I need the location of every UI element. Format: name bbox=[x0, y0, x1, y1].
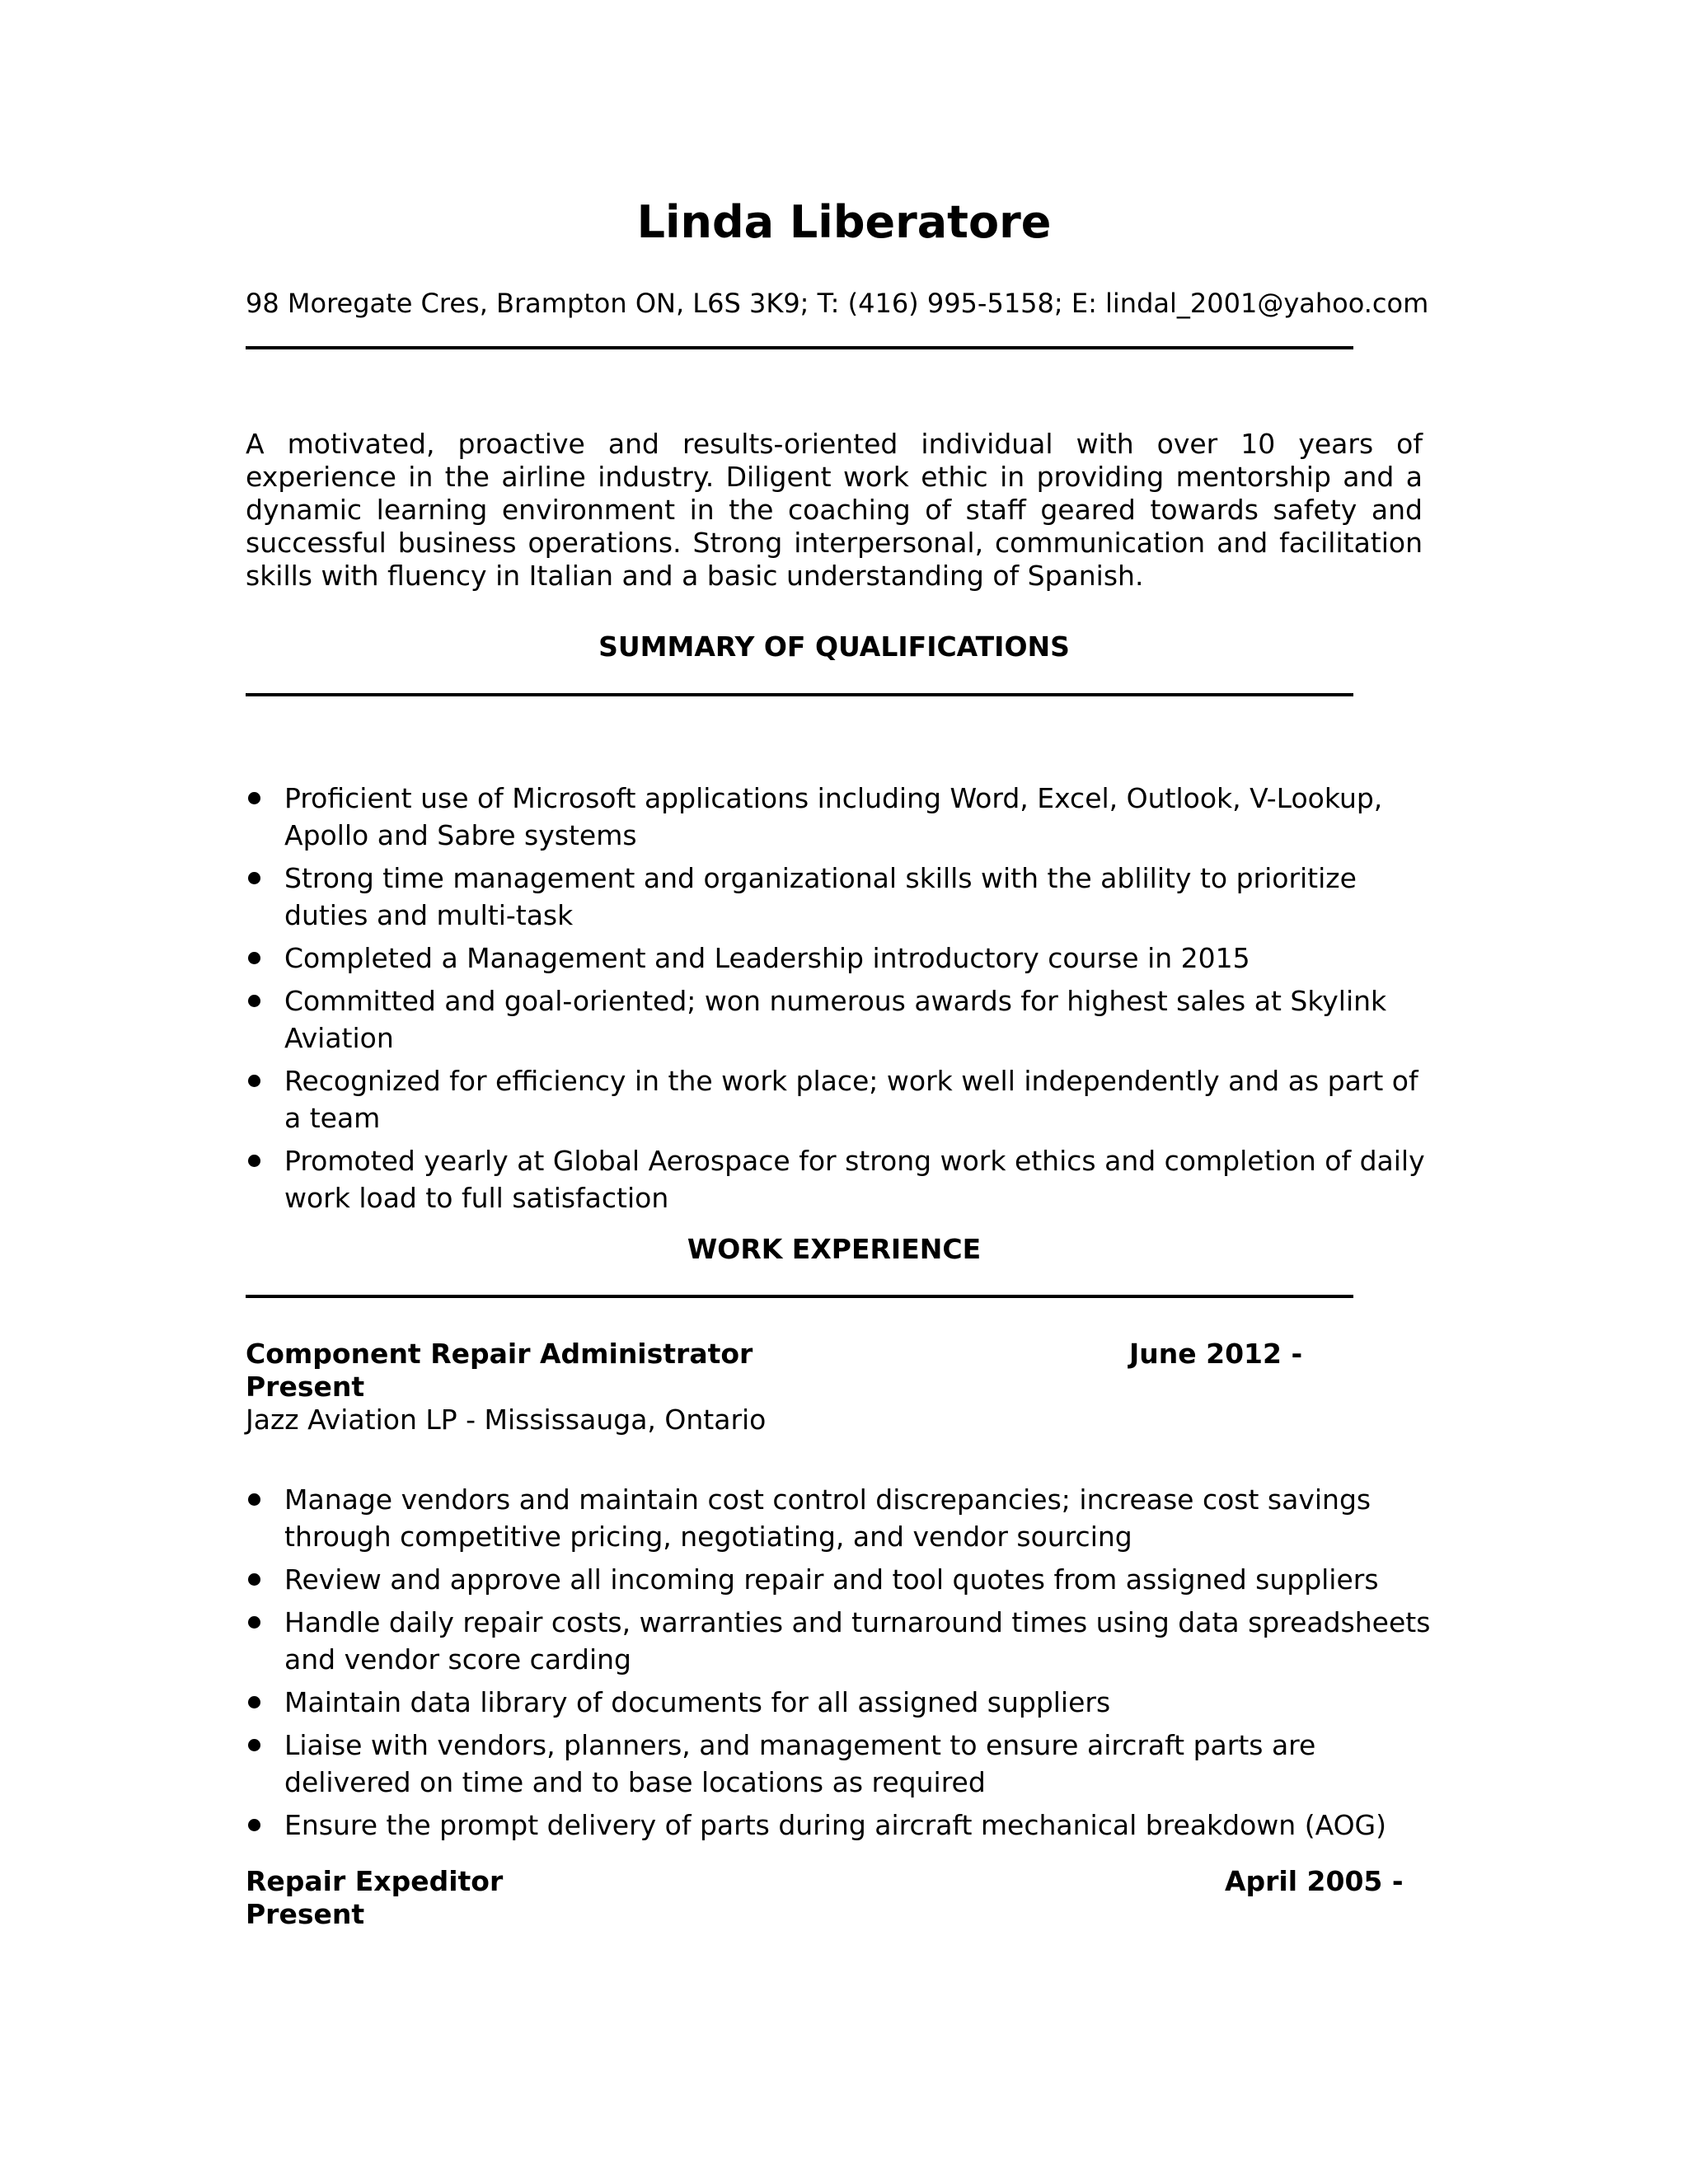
bullet-icon bbox=[248, 1155, 260, 1167]
qualification-text: Committed and goal-oriented; won numerous awards for highest sales at Skylink Aviation bbox=[284, 985, 1387, 1054]
job-date-end: Present bbox=[246, 1371, 365, 1403]
job-title: Repair Expeditor bbox=[246, 1865, 504, 1897]
profile-summary: A motivated, proactive and results-oriented individual with over 10 years of experience in the airline industry. Diligent work ethic in providing mentorship and a dynamic learning environment in the coaching of staff geared towards safety and successful business operations. Strong interpersonal, communication and facilitation skills with fluency in Italian and a basic understanding of Spanish. bbox=[246, 428, 1423, 592]
header-divider bbox=[246, 346, 1353, 349]
list-item bbox=[246, 1561, 1432, 1598]
bullet-icon bbox=[248, 872, 260, 884]
list-item bbox=[246, 860, 1432, 934]
job-title: Component Repair Administrator bbox=[246, 1338, 753, 1370]
qualification-text: Promoted yearly at Global Aerospace for strong work ethics and completion of daily work load to full satisfaction bbox=[284, 1145, 1425, 1214]
list-item bbox=[246, 1062, 1432, 1137]
list-item bbox=[246, 1727, 1432, 1801]
duty-text: Liaise with vendors, planners, and management to ensure aircraft parts are delivered on time and to base locations as required bbox=[284, 1729, 1316, 1798]
qualifications-list bbox=[246, 780, 1432, 1222]
list-item bbox=[246, 940, 1432, 977]
job-date-start: June 2012 - bbox=[1129, 1338, 1303, 1370]
bullet-icon bbox=[248, 995, 260, 1007]
bullet-icon bbox=[248, 1573, 260, 1586]
job-duties-list bbox=[246, 1481, 1432, 1849]
list-item bbox=[246, 1807, 1432, 1844]
list-item bbox=[246, 982, 1432, 1057]
bullet-icon bbox=[248, 1493, 260, 1506]
qualifications-divider bbox=[246, 693, 1353, 696]
contact-line: 98 Moregate Cres, Brampton ON, L6S 3K9; T: (416) 995-5158; E: lindal_2001@yahoo.com bbox=[246, 288, 1429, 319]
qualification-text: Recognized for efficiency in the work place; work well independently and as part of a team bbox=[284, 1065, 1418, 1134]
job-date-end: Present bbox=[246, 1898, 365, 1930]
candidate-name: Linda Liberatore bbox=[636, 196, 1052, 248]
qualification-text: Strong time management and organizational skills with the ablility to prioritize duties and multi-task bbox=[284, 862, 1357, 931]
bullet-icon bbox=[248, 1696, 260, 1708]
job-date-start: April 2005 - bbox=[1225, 1865, 1404, 1897]
bullet-icon bbox=[248, 1739, 260, 1751]
bullet-icon bbox=[248, 952, 260, 964]
duty-text: Handle daily repair costs, warranties and turnaround times using data spreadsheets and vendor score carding bbox=[284, 1606, 1431, 1675]
duty-text: Maintain data library of documents for all assigned suppliers bbox=[284, 1686, 1111, 1718]
duty-text: Manage vendors and maintain cost control discrepancies; increase cost savings through competitive pricing, negotiating, and vendor sourcing bbox=[284, 1483, 1372, 1553]
list-item bbox=[246, 1604, 1432, 1678]
qualification-text: Proficient use of Microsoft applications including Word, Excel, Outlook, V-Lookup, Apollo and Sabre systems bbox=[284, 782, 1383, 851]
list-item bbox=[246, 780, 1432, 854]
list-item bbox=[246, 1684, 1432, 1721]
bullet-icon bbox=[248, 792, 260, 804]
bullet-icon bbox=[248, 1616, 260, 1629]
bullet-icon bbox=[248, 1075, 260, 1087]
job-company: Jazz Aviation LP - Mississauga, Ontario bbox=[246, 1404, 767, 1436]
duty-text: Review and approve all incoming repair and tool quotes from assigned suppliers bbox=[284, 1563, 1379, 1596]
qualifications-heading: SUMMARY OF QUALIFICATIONS bbox=[598, 630, 1070, 663]
duty-text: Ensure the prompt delivery of parts during aircraft mechanical breakdown (AOG) bbox=[284, 1809, 1386, 1841]
bullet-icon bbox=[248, 1819, 260, 1831]
experience-heading: WORK EXPERIENCE bbox=[687, 1233, 982, 1265]
list-item bbox=[246, 1481, 1432, 1555]
experience-divider bbox=[246, 1295, 1353, 1298]
qualification-text: Completed a Management and Leadership introductory course in 2015 bbox=[284, 942, 1250, 974]
list-item bbox=[246, 1142, 1432, 1216]
